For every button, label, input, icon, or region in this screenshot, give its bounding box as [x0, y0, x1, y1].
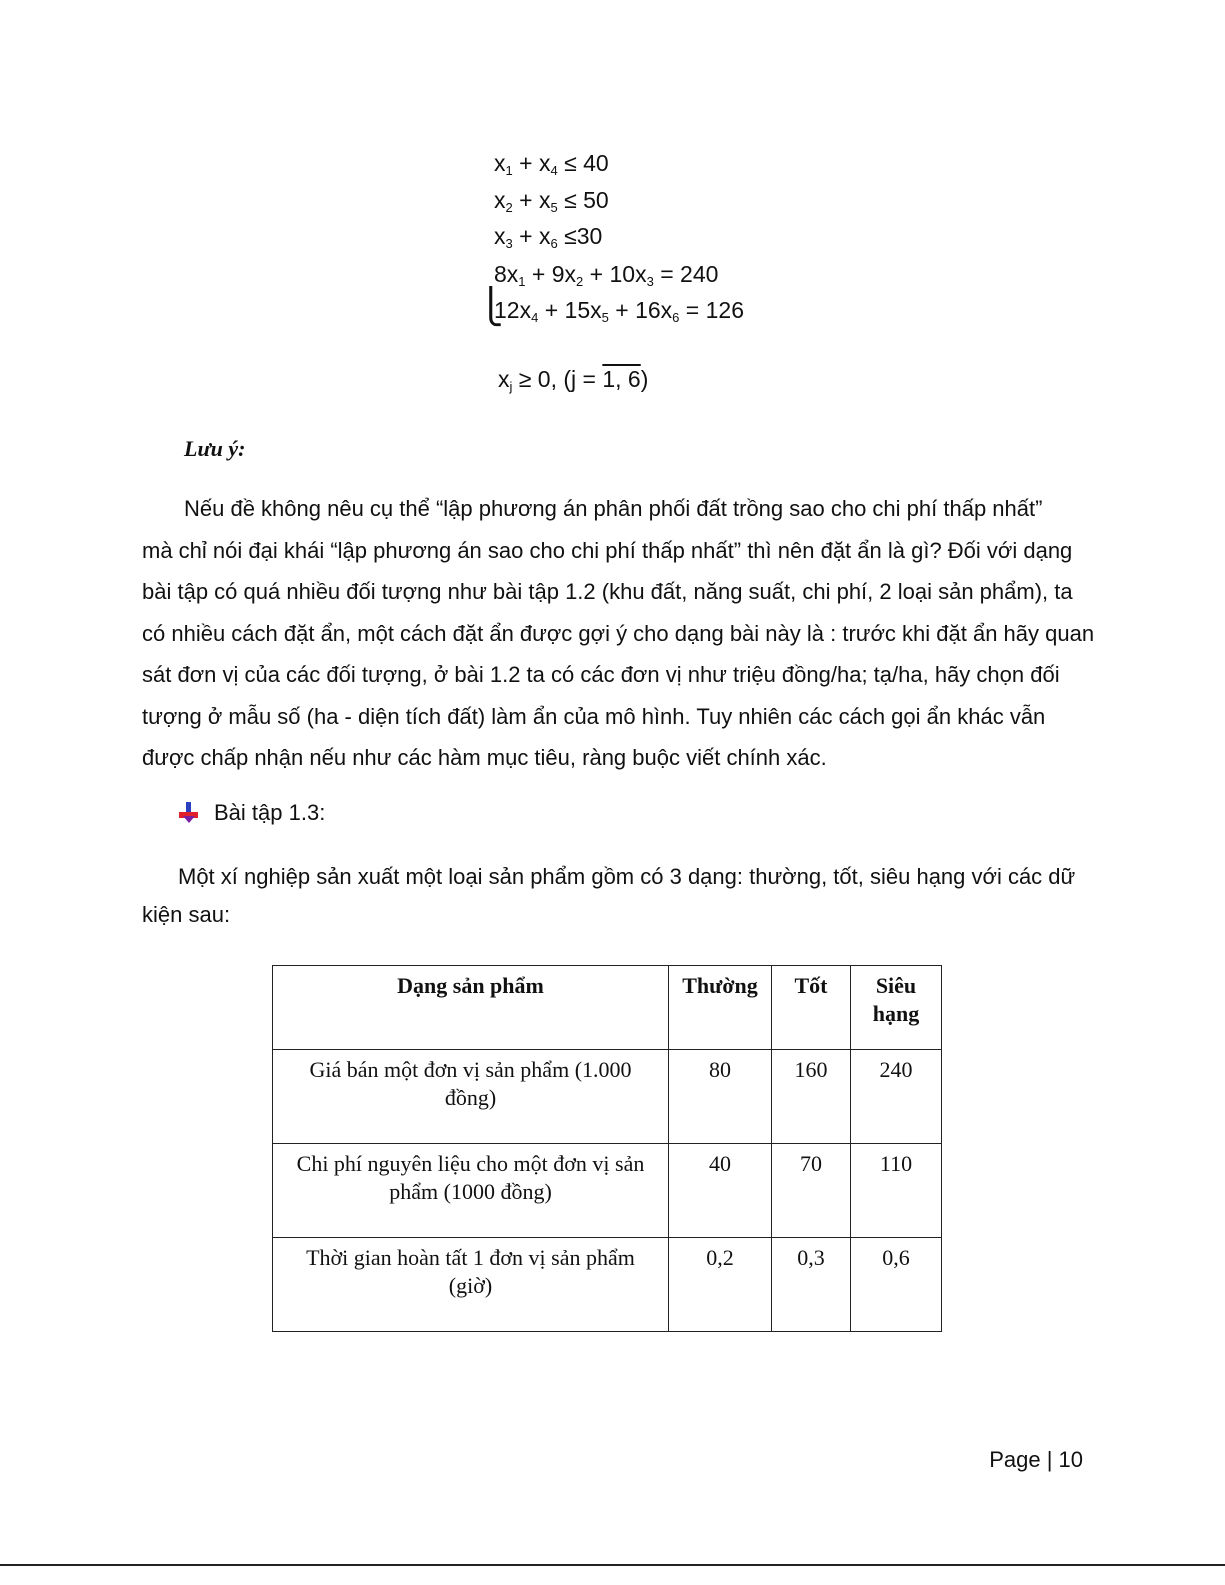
page-number: Page | 10: [989, 1447, 1083, 1472]
note-line: tượng ở mẫu số (ha - diện tích đất) làm ẩn của mô hình. Tuy nhiên các cách gọi ẩn khác vẫn: [142, 703, 1046, 729]
nonnegativity-constraint: $x_j \ge 0$, (j = 1, 6): [498, 366, 649, 394]
constraint-3: $x_3 + x_6 \le 30$: [494, 223, 603, 251]
note-line: bài tập có quá nhiều đối tượng như bài tập 1.2 (khu đất, năng suất, chi phí, 2 loại sản phẩm), ta: [142, 579, 1073, 604]
cell-value: 240: [851, 1050, 942, 1144]
constraint-2: $x_2 + x_5 \le 50$: [494, 187, 609, 215]
exercise-title: Bài tập 1.3:: [214, 800, 326, 825]
table-header-row: [273, 966, 942, 1050]
table-row: [273, 1050, 942, 1144]
header-regular: Thường: [669, 966, 772, 1050]
table-row: [273, 1144, 942, 1238]
note-line: sát đơn vị của các đối tượng, ở bài 1.2 ta có các đơn vị như triệu đồng/ha; tạ/ha, hãy chọn đối: [142, 662, 1060, 687]
header-premium: Siêu hạng: [851, 966, 942, 1050]
intro-line: kiện sau:: [142, 902, 231, 927]
cell-value: 0,6: [851, 1238, 942, 1332]
row-label: Giá bán một đơn vị sản phẩm (1.000 đồng): [273, 1050, 669, 1144]
header-good: Tốt: [772, 966, 851, 1050]
cell-value: 80: [669, 1050, 772, 1144]
table-row: [273, 1238, 942, 1332]
pushpin-bullet-icon: [178, 802, 200, 824]
constraint-1: $x_1 + x_4 \le 40$: [494, 150, 609, 178]
constraint-5: $12x_4 + 15x_5 + 16x_6 = 126$: [494, 297, 744, 325]
note-line: mà chỉ nói đại khái “lập phương án sao cho chi phí thấp nhất” thì nên đặt ẩn là gì? Đối với dạng: [142, 537, 1073, 563]
product-data-table: [272, 965, 942, 1332]
cell-value: 110: [851, 1144, 942, 1238]
note-title: Lưu ý:: [184, 436, 246, 461]
exercise-intro: [142, 858, 1132, 934]
row-label: Thời gian hoàn tất 1 đơn vị sản phẩm (giờ): [273, 1238, 669, 1332]
note-line: Nếu đề không nêu cụ thể “lập phương án phân phối đất trồng sao cho chi phí thấp nhất”: [184, 496, 1043, 521]
row-label: Chi phí nguyên liệu cho một đơn vị sản phẩm (1000 đồng): [273, 1144, 669, 1238]
brace-symbol: ⎩: [478, 287, 504, 327]
constraint-4: $8x_1 + 9x_2 + 10x_3 = 240$: [494, 261, 719, 289]
note-line: có nhiều cách đặt ẩn, một cách đặt ẩn được gợi ý cho dạng bài này là : trước khi đặt ẩn hãy quan: [142, 620, 1095, 646]
note-line: được chấp nhận nếu như các hàm mục tiêu, ràng buộc viết chính xác.: [142, 745, 827, 770]
note-paragraph: [142, 488, 1132, 779]
header-product-type: Dạng sản phẩm: [273, 966, 669, 1050]
cell-value: 0,2: [669, 1238, 772, 1332]
cell-value: 40: [669, 1144, 772, 1238]
bottom-divider: [0, 1564, 1225, 1566]
intro-line: Một xí nghiệp sản xuất một loại sản phẩm gồm có 3 dạng: thường, tốt, siêu hạng với các dữ: [178, 864, 1076, 889]
cell-value: 70: [772, 1144, 851, 1238]
cell-value: 0,3: [772, 1238, 851, 1332]
cell-value: 160: [772, 1050, 851, 1144]
exercise-heading: [178, 800, 325, 826]
